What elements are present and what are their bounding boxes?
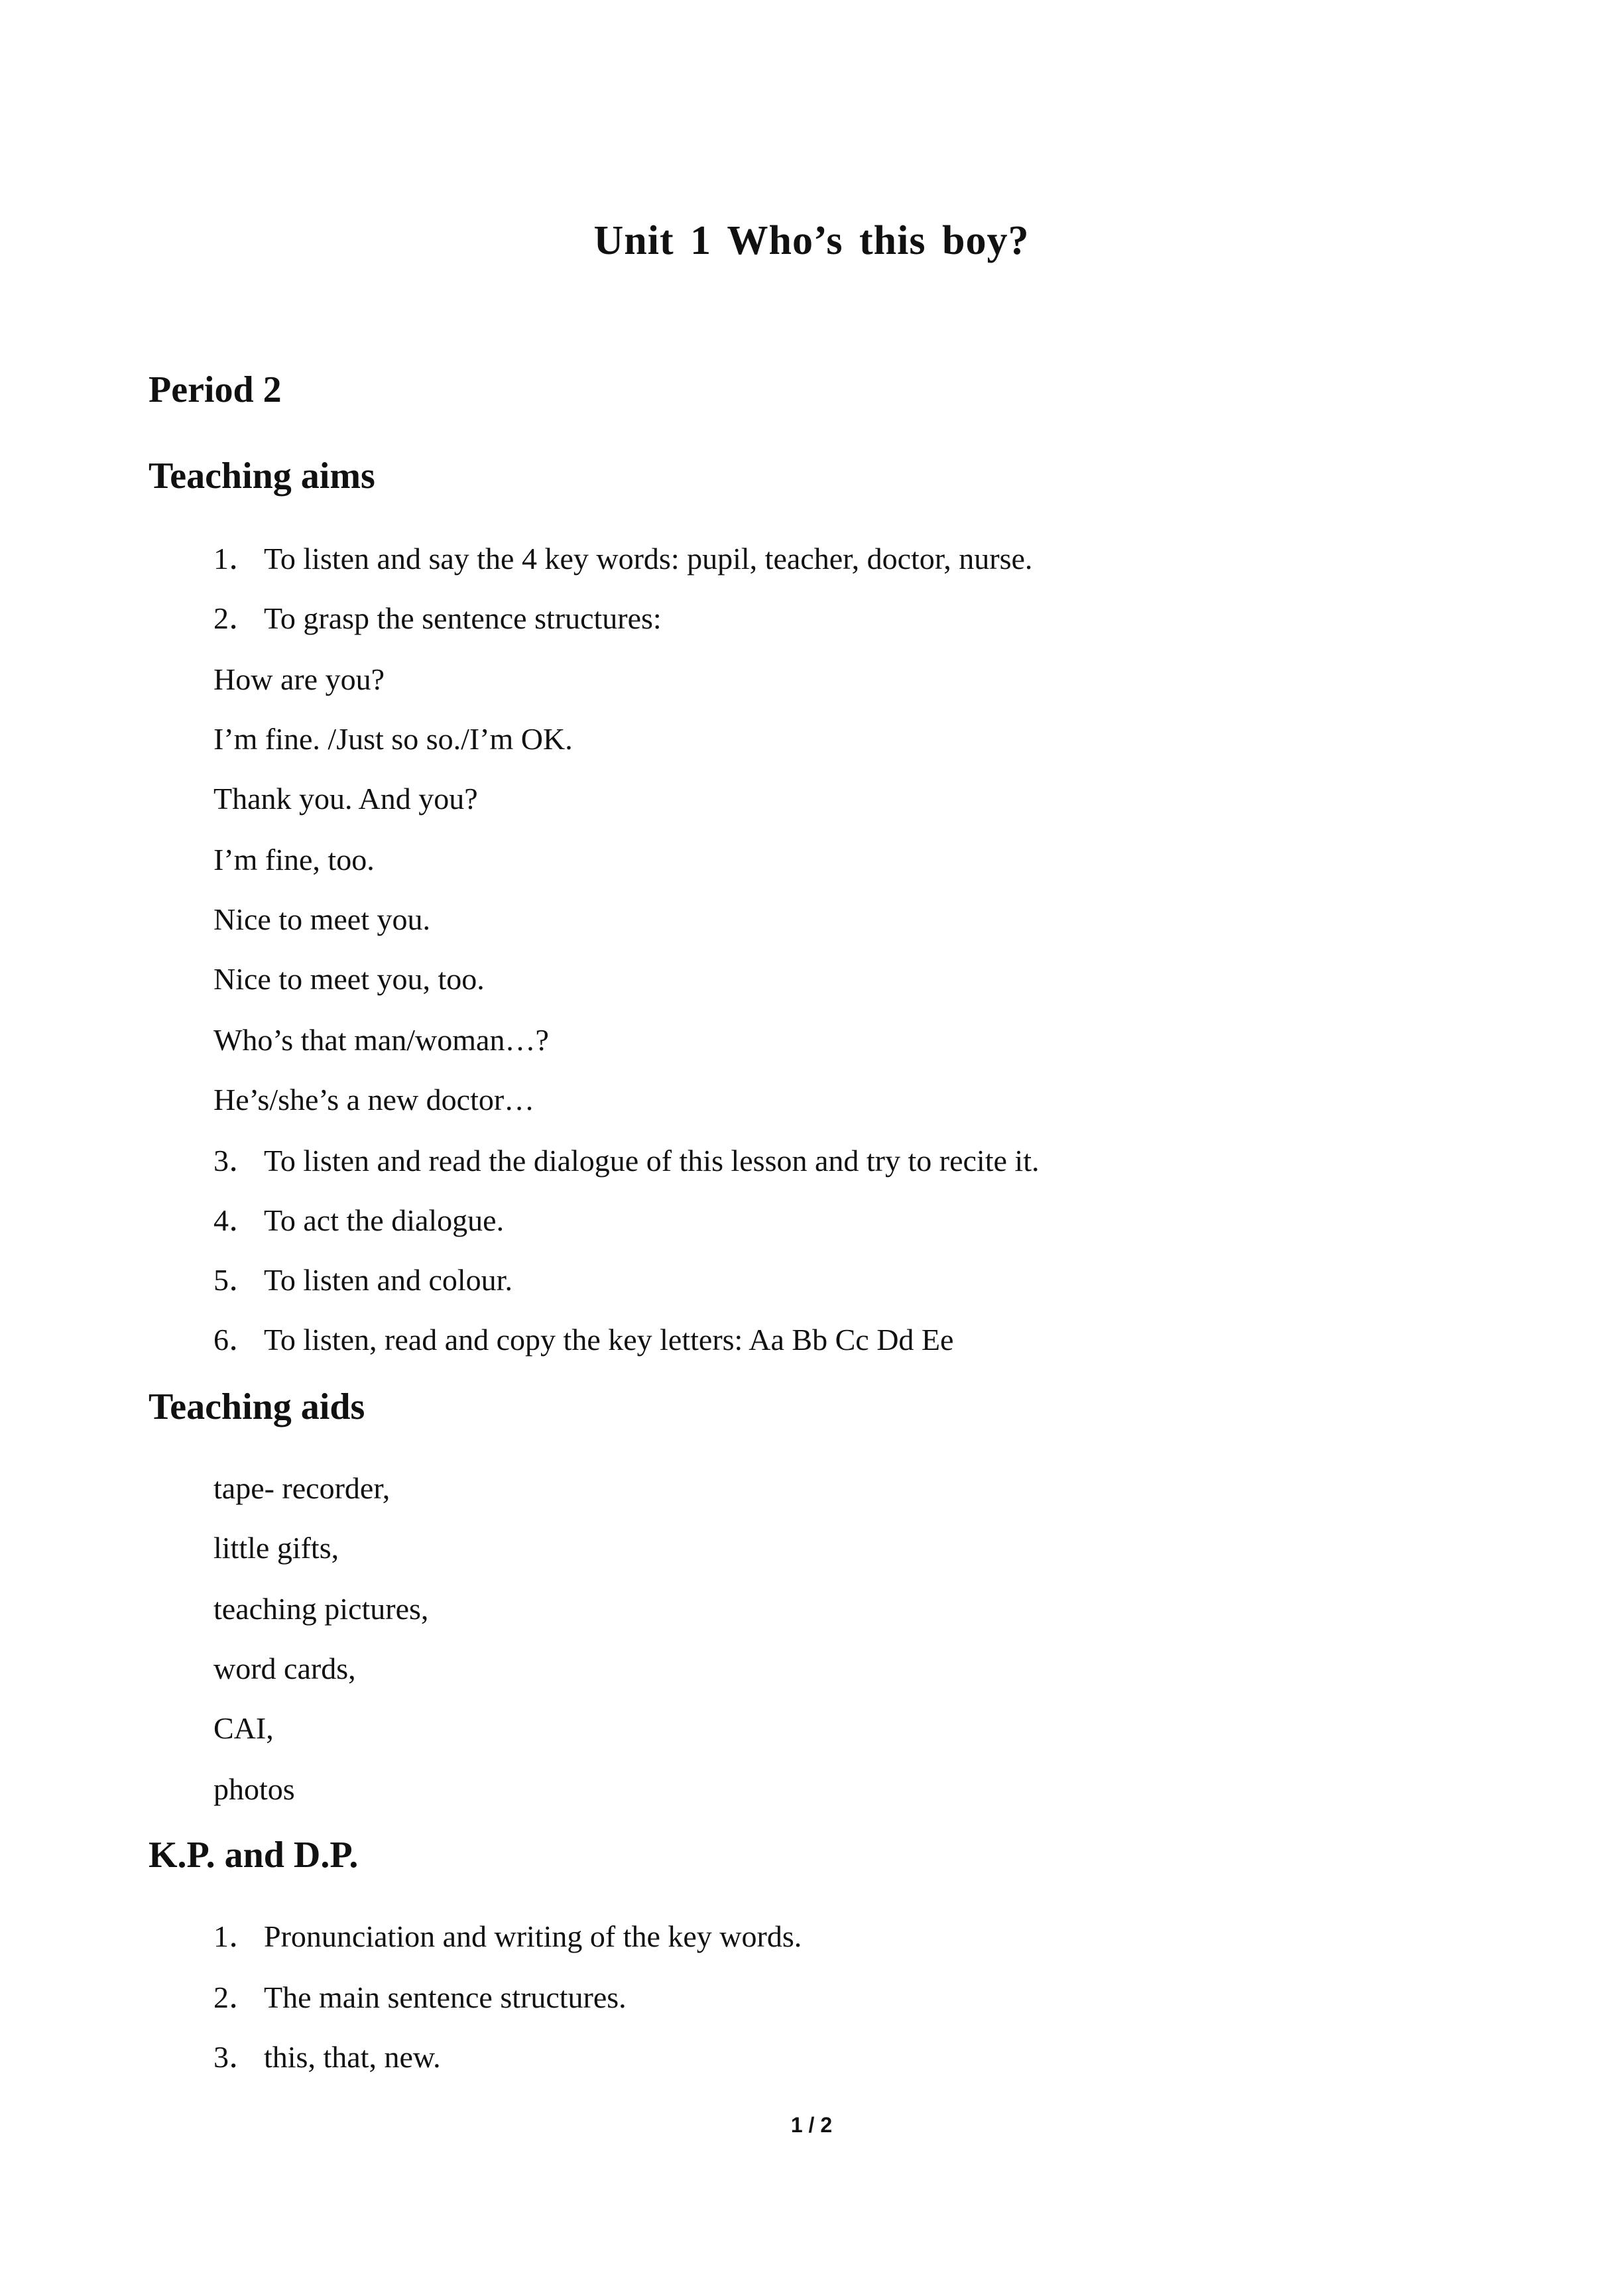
sentence-line: He’s/she’s a new doctor… (213, 1083, 535, 1117)
teaching-aids-heading: Teaching aids (149, 1386, 365, 1427)
aim-text: To act the dialogue. (264, 1203, 505, 1237)
sentence-line: Nice to meet you. (213, 902, 431, 936)
aim-text: To listen and colour. (264, 1263, 512, 1297)
kp-text: Pronunciation and writing of the key words. (264, 1919, 802, 1953)
teaching-aims-heading: Teaching aims (149, 455, 375, 497)
aim-text: To listen and read the dialogue of this lesson and try to recite it. (264, 1144, 1040, 1178)
aim-text: To grasp the sentence structures: (264, 601, 662, 635)
aim-item (213, 536, 1032, 582)
aim-item (213, 595, 662, 642)
aid-item: tape- recorder, (213, 1471, 391, 1505)
kp-number: 2． (213, 1980, 259, 2014)
aim-item (213, 1138, 1039, 1184)
aim-text: To listen and say the 4 key words: pupil, teacher, doctor, nurse. (264, 542, 1033, 575)
kp-item (213, 1974, 627, 2021)
aim-number: 1． (213, 542, 259, 575)
aid-item: word cards, (213, 1652, 356, 1685)
aim-item (213, 1257, 512, 1303)
aim-number: 4． (213, 1203, 259, 1237)
sentence-line: Who’s that man/woman…? (213, 1023, 549, 1057)
aid-item: little gifts, (213, 1531, 339, 1565)
sentence-line: Nice to meet you, too. (213, 962, 485, 996)
sentence-line: Thank you. And you? (213, 782, 478, 816)
kp-item (213, 2034, 441, 2081)
sentence-line: I’m fine. /Just so so./I’m OK. (213, 722, 573, 756)
aid-item: photos (213, 1772, 295, 1806)
period-heading: Period 2 (149, 369, 282, 410)
aim-number: 3． (213, 1144, 259, 1178)
kp-text: this, that, new. (264, 2040, 441, 2074)
sentence-line: I’m fine, too. (213, 843, 375, 876)
kp-text: The main sentence structures. (264, 1980, 627, 2014)
aid-item: teaching pictures, (213, 1592, 429, 1626)
kp-item (213, 1913, 802, 1960)
document-title: Unit 1 Who’s this boy? (593, 218, 1030, 263)
aim-item (213, 1197, 504, 1244)
aim-number: 2． (213, 601, 259, 635)
aid-item: CAI, (213, 1711, 274, 1745)
aim-number: 5． (213, 1263, 259, 1297)
page-number: 1 / 2 (790, 2113, 833, 2137)
aim-number: 6． (213, 1323, 259, 1357)
aim-item (213, 1317, 953, 1363)
aim-text: To listen, read and copy the key letters: Aa Bb Cc Dd Ee (264, 1323, 954, 1357)
kp-number: 3． (213, 2040, 259, 2074)
kp-dp-heading: K.P. and D.P. (149, 1835, 359, 1876)
kp-number: 1． (213, 1919, 259, 1953)
sentence-line: How are you? (213, 662, 385, 696)
